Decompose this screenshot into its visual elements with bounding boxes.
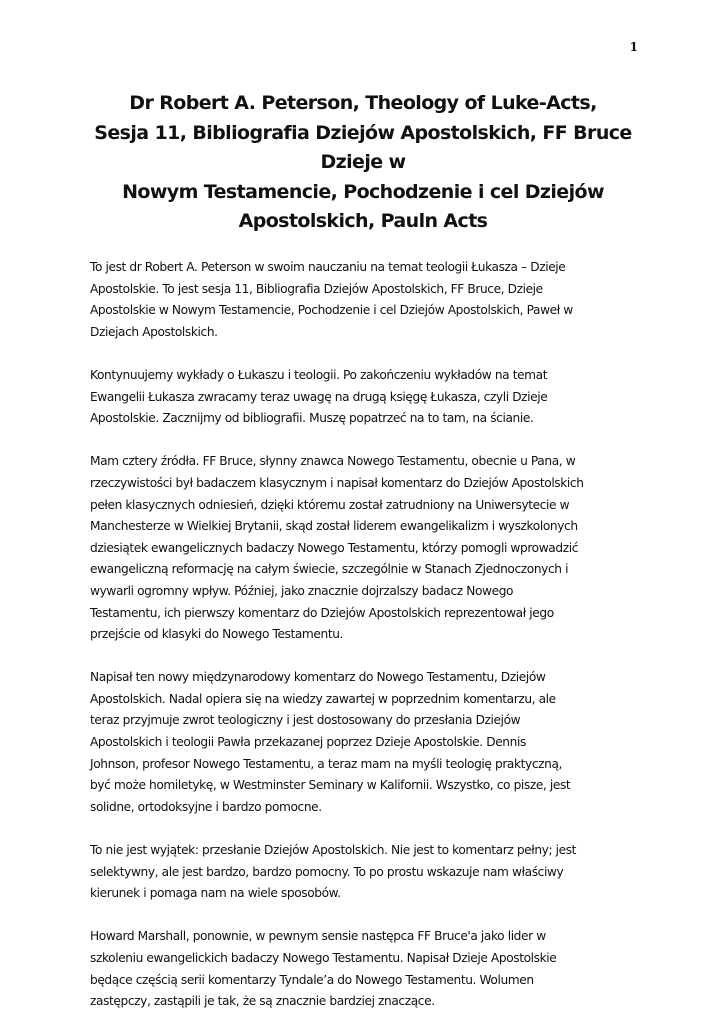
text-line: szkoleniu ewangelickich badaczy Nowego Testamentu. Napisał Dzieje Apostolskie — [90, 951, 557, 965]
title-line: Dr Robert A. Peterson, Theology of Luke-Acts, — [129, 92, 597, 114]
text-line: być może homiletykę, w Westminster Seminary w Kalifornii. Wszystko, co pisze, jest — [90, 778, 571, 793]
text-line: pełen klasycznych odniesień, dzięki któremu został zatrudniony na Uniwersytecie w — [90, 497, 570, 512]
text-line: To nie jest wyjątek: przesłanie Dziejów Apostolskich. Nie jest to komentarz pełny; jest — [90, 843, 577, 858]
text-line: Apostolskie. Zacznijmy od bibliografii. Muszę popatrzeć na to tam, na ścianie. — [90, 411, 534, 426]
text-line: Manchesterze w Wielkiej Brytanii, skąd został liderem ewangelikalizm i wyszkolonych — [90, 519, 578, 534]
text-line: To jest dr Robert A. Peterson w swoim nauczaniu na temat teologii Łukasza – Dzieje — [90, 260, 566, 274]
text-line: Apostolskich. Nadal opiera się na wiedzy zawartej w poprzednim komentarzu, ale — [90, 691, 556, 706]
text-line: dziesiątek ewangelicznych badaczy Nowego Testamentu, którzy pomogli wprowadzić — [90, 540, 578, 555]
text-line: Mam cztery źródła. FF Bruce, słynny znawca Nowego Testamentu, obecnie u Pana, w — [90, 454, 576, 469]
paragraph-marshall — [90, 926, 660, 1012]
text-line: rzeczywistości był badaczem klasycznym i napisał komentarz do Dziejów Apostolskich — [90, 475, 584, 490]
title-line: Apostolskich, Pauln Acts — [238, 210, 488, 232]
paragraph-intro — [90, 257, 660, 343]
paragraph-continuation — [90, 365, 660, 430]
text-line: Johnson, profesor Nowego Testamentu, a teraz mam na myśli teologię praktyczną, — [90, 756, 563, 771]
text-line: Apostolskich i teologii Pawła przekazanej poprzez Dzieje Apostolskie. Dennis — [90, 735, 526, 750]
title-line: Dzieje w — [320, 151, 406, 173]
document-body — [90, 257, 660, 1034]
text-line: Kontynuujemy wykłady o Łukaszu i teologii. Po zakończeniu wykładów na temat — [90, 367, 548, 382]
text-line: selektywny, ale jest bardzo, bardzo pomocny. To po prostu wskazuje nam właściwy — [90, 864, 564, 879]
text-line: Dziejach Apostolskich. — [90, 324, 218, 339]
page-number: 1 — [629, 40, 638, 54]
text-line: przejście od klasyki do Nowego Testamentu. — [90, 627, 344, 642]
text-line: Howard Marshall, ponownie, w pewnym sensie następca FF Bruce'a jako lider w — [90, 929, 546, 944]
text-line: Apostolskie. To jest sesja 11, Bibliografia Dziejów Apostolskich, FF Bruce, Dzieje — [90, 281, 543, 296]
text-line: Ewangelii Łukasza zwracamy teraz uwagę na drugą księgę Łukasza, czyli Dzieje — [90, 389, 548, 404]
title-line: Nowym Testamencie, Pochodzenie i cel Dziejów — [122, 180, 604, 203]
text-line: ewangeliczną reformację na całym świecie, szczególnie w Stanach Zjednoczonych i — [90, 562, 569, 577]
paragraph-message-of-acts — [90, 840, 660, 905]
paragraph-sources-bruce — [90, 451, 660, 645]
document-title — [90, 89, 636, 237]
paragraph-commentary-johnson — [90, 667, 660, 818]
text-line: wywarli ogromny wpływ. Później, jako znacznie dojrzalszy badacz Nowego — [90, 583, 514, 598]
text-line: kierunek i pomaga nam na wiele sposobów. — [90, 886, 341, 901]
text-line: będące częścią serii komentarzy Tyndale’a do Nowego Testamentu. Wolumen — [90, 972, 534, 987]
text-line: zastępczy, zastąpili je tak, że są znacznie bardziej znaczące. — [90, 994, 435, 1009]
text-line: Testamentu, ich pierwszy komentarz do Dziejów Apostolskich reprezentował jego — [90, 605, 554, 620]
text-line: Apostolskie w Nowym Testamencie, Pochodzenie i cel Dziejów Apostolskich, Paweł w — [90, 303, 573, 318]
text-line: solidne, ortodoksyjne i bardzo pomocne. — [90, 799, 322, 814]
text-line: Napisał ten nowy międzynarodowy komentarz do Nowego Testamentu, Dziejów — [90, 670, 546, 685]
title-line: Sesja 11, Bibliografia Dziejów Apostolskich, FF Bruce — [94, 121, 632, 144]
text-line: teraz przyjmuje zwrot teologiczny i jest dostosowany do przesłania Dziejów — [90, 713, 521, 728]
